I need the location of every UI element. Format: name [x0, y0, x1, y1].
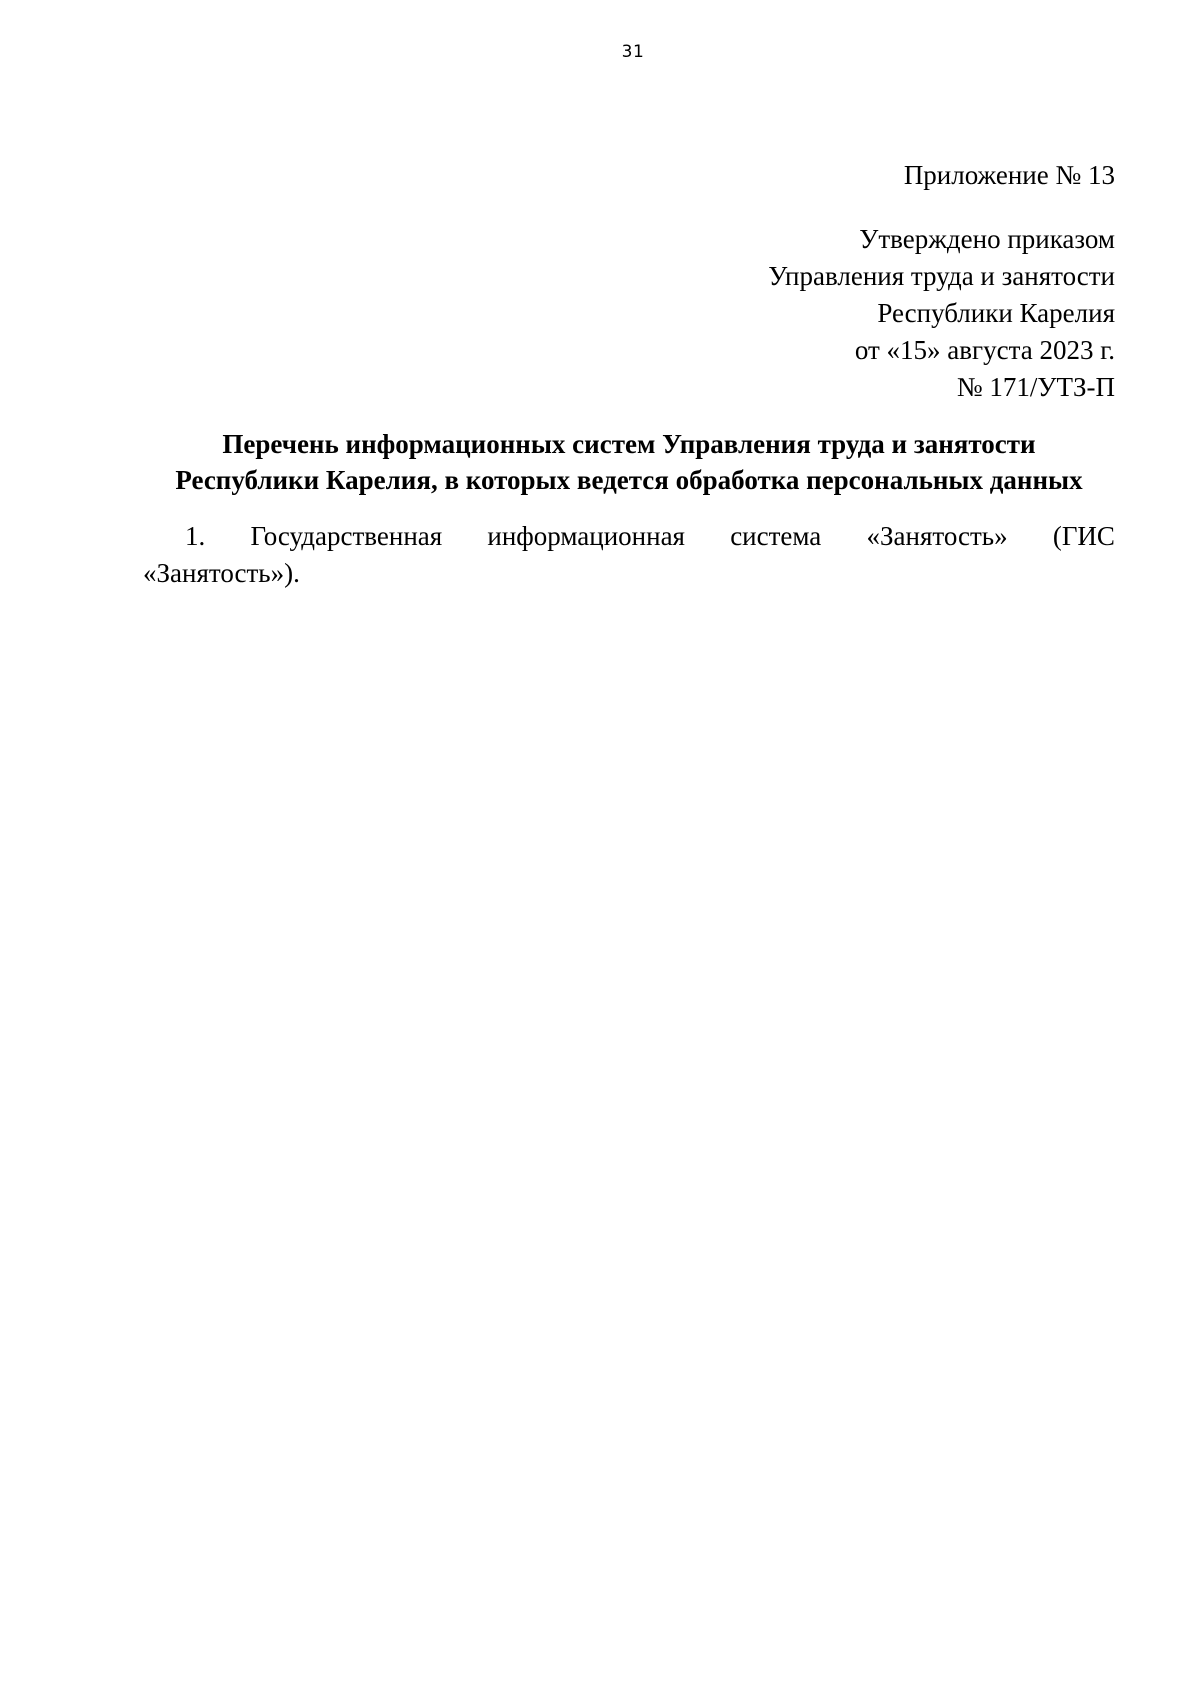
list-item-first-line [143, 518, 1115, 555]
list-item-word: (ГИС [1052, 521, 1115, 551]
approval-line: Управления труда и занятости [768, 261, 1115, 291]
list-item [143, 518, 1115, 592]
list-item-continuation: «Занятость»). [143, 558, 300, 588]
list-item-word: информационная [487, 521, 685, 551]
list-item-word: «Занятость» [866, 521, 1008, 551]
approval-block [768, 157, 1115, 406]
document-title-line: Республики Карелия, в которых ведется обработка персональных данных [175, 465, 1083, 495]
approval-line: Республики Карелия [877, 298, 1115, 328]
list-item-word: система [730, 521, 822, 551]
document-title-line: Перечень информационных систем Управления труда и занятости [222, 429, 1036, 459]
annex-label: Приложение № 13 [903, 160, 1115, 190]
document-title [143, 426, 1115, 498]
approval-line: Утверждено приказом [859, 224, 1115, 254]
list-item-word: Государственная [250, 521, 443, 551]
page-number: 31 [621, 42, 645, 62]
approval-date: от «15» августа 2023 г. [854, 335, 1115, 365]
approval-order-number: № 171/УТЗ-П [956, 372, 1115, 402]
list-item-number: 1. [185, 521, 206, 551]
